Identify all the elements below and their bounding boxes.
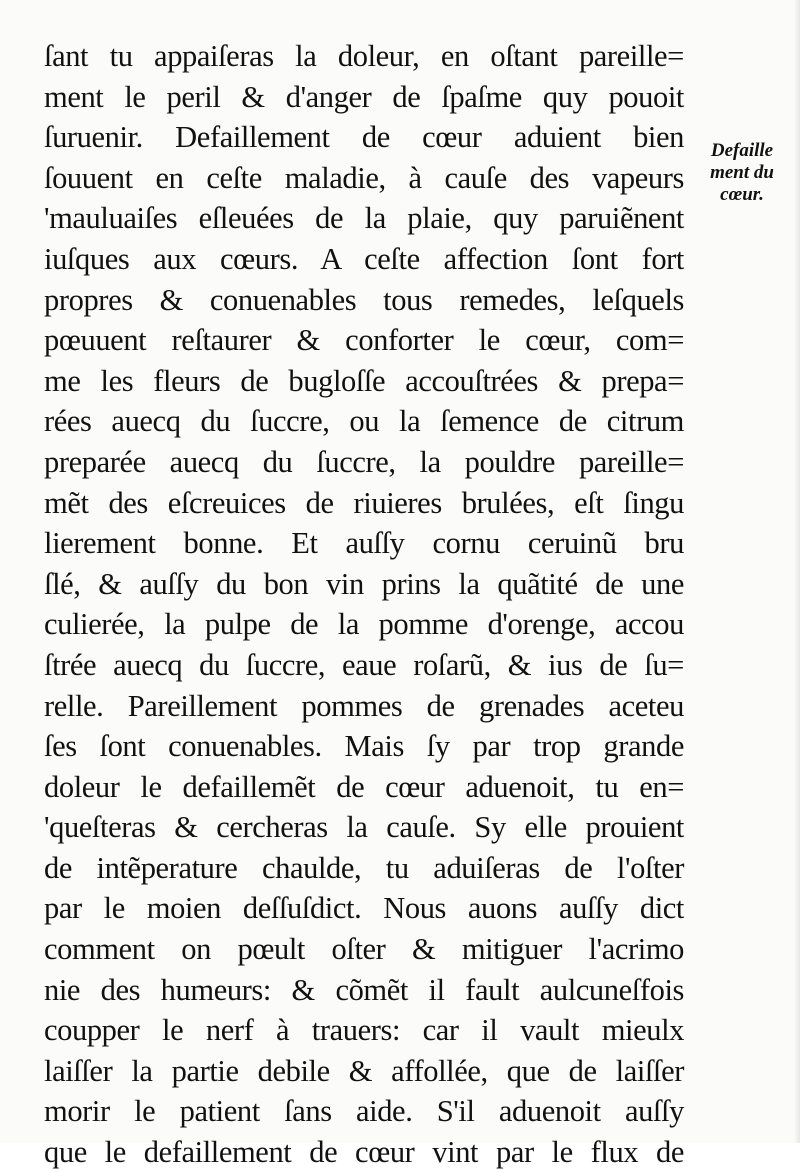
margin-note-line: cœur. bbox=[720, 184, 764, 205]
text-line: me les fleurs de bugloſſe accouſtrées & prepa= bbox=[44, 363, 684, 398]
text-line: ſuruenir. Defaillement de cœur aduient bien bbox=[44, 120, 684, 155]
text-line: rées auecq du ſuccre, ou la ſemence de citrum bbox=[44, 404, 684, 439]
text-line: que le defaillement de cœur vint par le flux de bbox=[44, 1135, 684, 1170]
text-line: 'mauluaiſes eſleuées de la plaie, quy paruiẽnent bbox=[44, 201, 684, 236]
margin-note-line: ment du bbox=[710, 162, 774, 183]
text-line: comment on pœult oſter & mitiguer l'acrimo bbox=[44, 932, 684, 967]
text-line: lierement bonne. Et auſſy cornu ceruinũ bru bbox=[44, 526, 684, 561]
text-line: mẽt des eſcreuices de riuieres brulées, eſt ſingu bbox=[44, 485, 684, 520]
text-line: de intẽperature chaulde, tu aduiſeras de l'oſter bbox=[44, 850, 684, 885]
text-line: ſes ſont conuenables. Mais ſy par trop grande bbox=[44, 729, 684, 764]
text-line: ſouuent en ceſte maladie, à cauſe des vapeurs bbox=[44, 160, 684, 195]
page-edge-shadow bbox=[794, 0, 800, 1143]
text-line: laiſſer la partie debile & affollée, que de laiſſer bbox=[44, 1053, 684, 1088]
text-line: relle. Pareillement pommes de grenades aceteu bbox=[44, 688, 684, 723]
margin-note bbox=[690, 140, 794, 206]
text-line: ſant tu appaiſeras la doleur, en oſtant pareille= bbox=[44, 39, 684, 73]
text-line: preparée auecq du ſuccre, la pouldre pareille= bbox=[44, 444, 684, 479]
text-line: morir le patient ſans aide. S'il aduenoit auſſy bbox=[44, 1094, 684, 1129]
text-line: ſlé, & auſſy du bon vin prins la quãtité de une bbox=[44, 566, 684, 601]
text-line: pœuuent reſtaurer & conforter le cœur, com= bbox=[44, 323, 684, 358]
text-line: coupper le nerf à trauers: car il vault mieulx bbox=[44, 1013, 684, 1048]
text-line: propres & conuenables tous remedes, leſquels bbox=[44, 282, 684, 317]
text-line: ment le peril & d'anger de ſpaſme quy pouoit bbox=[44, 79, 684, 114]
text-line: iuſques aux cœurs. A ceſte affection ſont fort bbox=[44, 241, 684, 276]
text-line: culierée, la pulpe de la pomme d'orenge, accou bbox=[44, 607, 684, 642]
text-line: nie des humeurs: & cõmẽt il fault aulcuneſfois bbox=[44, 972, 684, 1007]
text-line: ſtrée auecq du ſuccre, eaue roſarũ, & ius de ſu= bbox=[44, 647, 684, 682]
text-line: par le moien deſſuſdict. Nous auons auſſy dict bbox=[44, 891, 684, 926]
margin-note-line: Defaille bbox=[710, 140, 774, 161]
text-line: doleur le defaillemẽt de cœur aduenoit, tu en= bbox=[44, 769, 684, 804]
body-text bbox=[44, 36, 684, 1173]
text-line: 'queſteras & cercheras la cauſe. Sy elle prouient bbox=[44, 810, 684, 845]
